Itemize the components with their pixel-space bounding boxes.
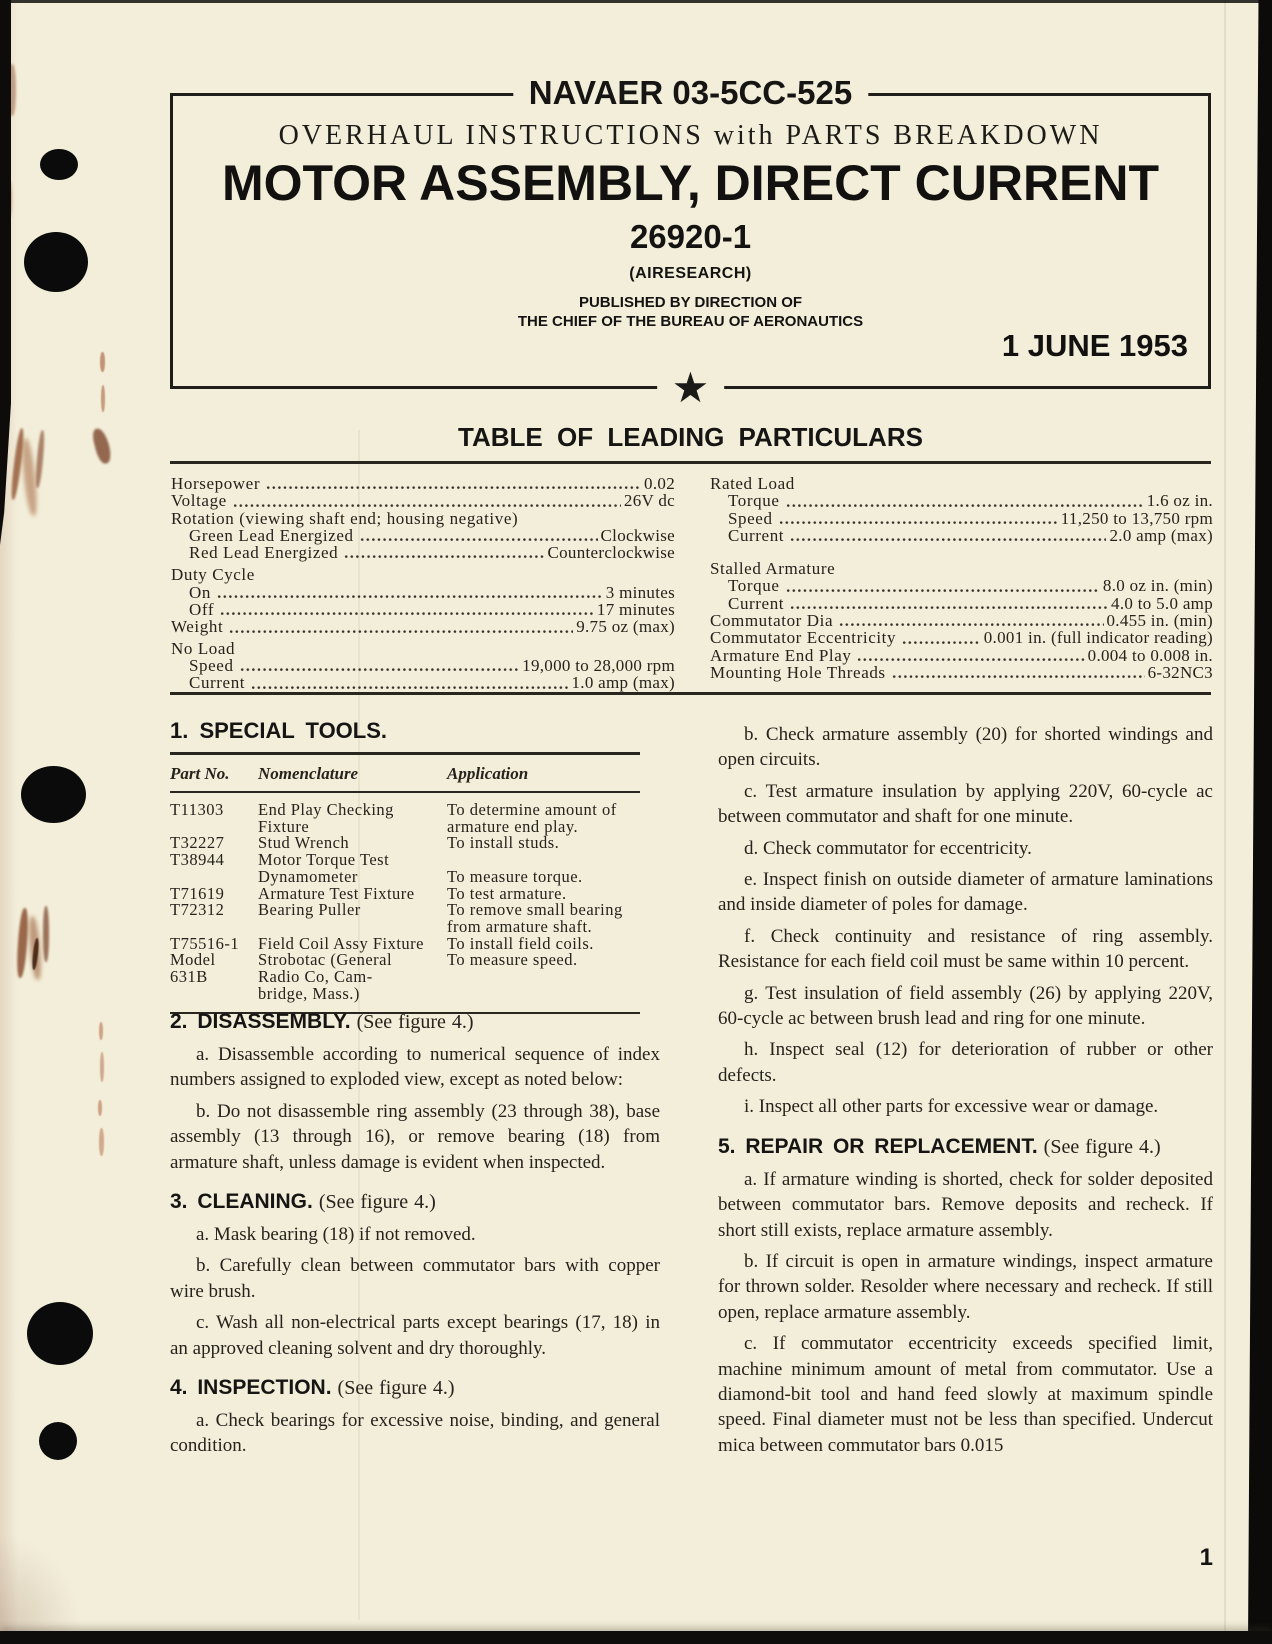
rust-stain	[99, 1128, 104, 1156]
dotted-leader	[344, 554, 544, 559]
particulars-value: 0.001 in. (full indicator reading)	[983, 628, 1213, 648]
dotted-leader	[220, 611, 594, 616]
particulars-label: On	[189, 582, 211, 602]
dotted-leader	[233, 503, 621, 508]
particulars-value: 26V dc	[623, 491, 675, 511]
particulars-label: Red Lead Energized	[189, 543, 339, 563]
body-paragraph: a. Mask bearing (18) if not removed.	[196, 1224, 476, 1246]
tools-cell-nomenclature: End Play Checking	[258, 800, 394, 819]
particulars-right-column	[710, 475, 1213, 681]
particulars-title: TABLE OF LEADING PARTICULARS	[458, 422, 923, 452]
dotted-leader	[790, 537, 1106, 542]
section-see-note: (See figure 4.)	[331, 1377, 455, 1400]
particulars-group-label	[171, 640, 675, 657]
body-paragraph: c. If commutator eccentricity exceeds specified limit, machine minimum amount of metal from commutator. Use a diamond-bit tool and hand feed slowly at maximum spindle speed. Final diameter must not be less than specified. Undercut mica between commutator bars 0.015	[718, 1333, 1213, 1456]
particulars-group-label	[171, 566, 675, 583]
tools-cell-application	[447, 986, 640, 1003]
particulars-value: Counterclockwise	[547, 543, 675, 563]
particulars-value: 17 minutes	[596, 600, 675, 620]
tools-cell-part-no: T71619	[170, 883, 225, 903]
particulars-label: Green Lead Energized	[189, 525, 354, 545]
table-header-row	[170, 755, 640, 791]
particulars-label: Commutator Dia	[710, 611, 834, 631]
particulars-value: 9.75 oz (max)	[576, 617, 675, 637]
particulars-left-column	[171, 475, 675, 692]
body-paragraph: c. Test armature insulation by applying 220V, 60-cycle ac between commutator and shaft for one minute.	[718, 780, 1213, 828]
particulars-value: 0.004 to 0.008 in.	[1087, 645, 1213, 665]
published-line: PUBLISHED BY DIRECTION OF	[578, 294, 803, 311]
rust-stain	[100, 1052, 104, 1082]
tools-cell-application: To measure speed.	[447, 950, 578, 970]
star-icon: ★	[657, 368, 725, 410]
particulars-row	[710, 629, 1213, 646]
particulars-row	[710, 577, 1213, 594]
table-body	[170, 793, 640, 1012]
table-row	[170, 969, 640, 986]
title-box	[170, 74, 1211, 412]
particulars-label: Stalled Armature	[710, 559, 836, 579]
particulars-label: Torque	[728, 491, 780, 511]
particulars-row	[171, 674, 675, 691]
particulars-label: Current	[189, 673, 246, 693]
body-paragraph: c. Wash all non-electrical parts except bearings (17, 18) in an approved cleaning solvent and dry thoroughly.	[170, 1312, 660, 1359]
particulars-row	[171, 492, 675, 509]
dotted-leader	[779, 520, 1058, 525]
particulars-value: 0.02	[644, 474, 675, 493]
particulars-label: Torque	[728, 576, 780, 596]
tools-cell-nomenclature: Field Coil Assy Fixture	[258, 933, 424, 953]
rust-stain	[99, 1022, 103, 1040]
particulars-row	[710, 664, 1213, 681]
tools-cell-nomenclature: Radio Co, Cam-	[258, 967, 373, 987]
published-line: THE CHIEF OF THE BUREAU OF AERONAUTICS	[517, 313, 864, 330]
page-number: 1	[1199, 1544, 1213, 1571]
particulars-label: Speed	[189, 655, 234, 675]
particulars-label: Armature End Play	[710, 645, 852, 665]
tools-cell-application: To remove small bearing	[447, 900, 623, 920]
particulars-value: 4.0 to 5.0 amp	[1111, 593, 1213, 613]
body-paragraph: h. Inspect seal (12) for deterioration of rubber or other defects.	[718, 1039, 1213, 1086]
corner-shadow	[0, 1536, 80, 1631]
particulars-label: No Load	[171, 638, 236, 658]
body-paragraph: a. Disassemble according to numerical sequence of index numbers assigned to exploded view, except as noted below:	[170, 1044, 660, 1091]
dotted-leader	[790, 605, 1108, 610]
section-heading	[170, 1376, 660, 1400]
particulars-label: Weight	[171, 617, 224, 637]
punch-hole-dot	[40, 149, 78, 180]
particulars-value: 19,000 to 28,000 rpm	[522, 655, 675, 675]
body-paragraph: f. Check continuity and resistance of ring assembly. Resistance for each field coil must be same within 10 percent.	[718, 925, 1213, 973]
section-see-note: (See figure 4.)	[312, 1191, 436, 1214]
particulars-value: Clockwise	[600, 525, 675, 545]
particulars-row	[710, 492, 1213, 509]
body-paragraph: a. Check bearings for excessive noise, binding, and general condition.	[170, 1410, 660, 1457]
section-see-note: (See figure 4.)	[1037, 1135, 1161, 1158]
particulars-group-label	[710, 475, 1213, 492]
tools-cell-nomenclature: Stud Wrench	[258, 833, 350, 853]
particulars-row	[710, 647, 1213, 664]
particulars-row	[171, 527, 675, 544]
tools-cell-nomenclature: Armature Test Fixture	[258, 883, 415, 903]
particulars-row	[171, 475, 675, 492]
tools-cell-part-no: T72312	[170, 900, 225, 920]
punch-hole-dot	[27, 1302, 93, 1365]
body-paragraph: b. Carefully clean between commutator bars with copper wire brush.	[170, 1255, 660, 1302]
tools-cell-part-no: 631B	[170, 967, 208, 987]
tools-cell-application: To measure torque.	[447, 866, 583, 886]
column-header-nomenclature: Nomenclature	[258, 764, 359, 783]
document-number: NAVAER 03-5CC-525	[513, 74, 868, 112]
dotted-leader	[251, 685, 568, 690]
particulars-group-label	[710, 560, 1213, 577]
tools-cell-nomenclature: Strobotac (General	[258, 950, 393, 970]
tools-cell-application: To test armature.	[447, 883, 567, 903]
particulars-label: Commutator Eccentricity	[710, 628, 897, 648]
particulars-label: Duty Cycle	[171, 565, 255, 585]
dotted-leader	[902, 640, 981, 645]
dotted-leader	[857, 657, 1084, 662]
body-paragraph: i. Inspect all other parts for excessive wear or damage.	[744, 1096, 1159, 1118]
particulars-value: 1.6 oz in.	[1146, 491, 1213, 511]
dotted-leader	[360, 537, 598, 542]
tools-cell-nomenclature: Dynamometer	[258, 866, 358, 886]
table-row	[170, 952, 640, 969]
punch-hole-dot	[39, 1422, 77, 1460]
particulars-row	[710, 612, 1213, 629]
scan-edge	[1242, 0, 1272, 1644]
table-row	[170, 983, 640, 1003]
tools-cell-nomenclature: Motor Torque Test	[258, 850, 390, 870]
particulars-value: 2.0 amp (max)	[1109, 525, 1213, 545]
section-heading	[170, 1010, 660, 1034]
particulars-value: 6-32NC3	[1147, 662, 1213, 682]
section-heading-special-tools: 1. SPECIAL TOOLS.	[170, 718, 388, 743]
particulars-row	[171, 544, 675, 561]
particulars-row	[171, 601, 675, 618]
particulars-label: Current	[728, 525, 785, 545]
section-heading-text: 5. REPAIR OR REPLACEMENT.	[718, 1134, 1038, 1158]
tools-cell-application: from armature shaft.	[447, 916, 593, 936]
horizontal-rule	[170, 461, 1211, 464]
manufacturer: (AIRESEARCH)	[629, 265, 752, 282]
rust-stain	[91, 427, 113, 465]
issue-date: 1 JUNE 1953	[1001, 328, 1188, 363]
particulars-row	[171, 584, 675, 601]
body-paragraph: a. If armature winding is shorted, check for solder deposited between commutator bars. Remove deposits and recheck. If short still exists, replace armature assembly.	[718, 1168, 1213, 1241]
dotted-leader	[266, 485, 641, 490]
tools-cell-part-no: T38944	[170, 850, 225, 870]
section-heading	[170, 1190, 660, 1214]
tools-cell-part-no	[170, 986, 258, 1003]
particulars-row	[710, 527, 1213, 544]
rust-stain	[34, 430, 45, 488]
tools-cell-part-no: T11303	[170, 800, 224, 819]
dotted-leader	[229, 629, 573, 634]
rust-stain	[100, 352, 105, 372]
right-text-column	[718, 716, 1213, 1458]
particulars-value: 11,250 to 13,750 rpm	[1060, 508, 1213, 528]
tools-cell-part-no: T32227	[170, 833, 225, 853]
body-paragraph: g. Test insulation of field assembly (26) by applying 220V, 60-cycle ac between brush lead and ring for one minute.	[718, 982, 1213, 1030]
section-heading	[718, 1135, 1213, 1159]
tools-cell-nomenclature: Fixture	[258, 816, 310, 836]
table-row	[170, 816, 640, 836]
part-number: 26920-1	[629, 218, 752, 255]
body-paragraph: b. Check armature assembly (20) for shorted windings and open circuits.	[718, 724, 1213, 771]
table-row	[170, 866, 640, 886]
particulars-row	[171, 657, 675, 674]
particulars-value: 8.0 oz in. (min)	[1102, 576, 1213, 596]
particulars-label: Mounting Hole Threads	[710, 662, 886, 682]
tools-cell-application: armature end play.	[447, 816, 579, 836]
left-text-column	[170, 1010, 660, 1459]
body-paragraph: d. Check commutator for eccentricity.	[744, 837, 1032, 859]
document-subtitle: OVERHAUL INSTRUCTIONS with PARTS BREAKDOWN	[278, 120, 1103, 151]
particulars-label: Current	[728, 593, 785, 613]
special-tools-table	[170, 752, 640, 1014]
dotted-leader	[240, 667, 520, 672]
scan-edge	[0, 0, 1272, 3]
tools-cell-part-no	[170, 869, 258, 886]
tools-cell-application	[447, 969, 640, 986]
table-row	[170, 835, 640, 852]
scan-edge	[0, 1631, 1272, 1644]
punch-hole-dot	[21, 766, 86, 823]
rust-stain	[98, 1100, 102, 1116]
dotted-leader	[786, 503, 1144, 508]
dotted-leader	[786, 588, 1100, 593]
tools-cell-part-no: Model	[170, 950, 216, 970]
rust-stain	[101, 385, 105, 412]
particulars-row	[710, 595, 1213, 612]
horizontal-rule	[170, 692, 1211, 695]
particulars-label: Horsepower	[171, 474, 261, 493]
particulars-group-label	[171, 510, 675, 527]
particulars-label: Voltage	[171, 491, 227, 511]
tools-cell-application: To install field coils.	[447, 933, 594, 953]
particulars-row	[710, 510, 1213, 527]
tools-cell-nomenclature: bridge, Mass.)	[258, 983, 360, 1003]
dotted-leader	[217, 594, 603, 599]
section-see-note: (See figure 4.)	[350, 1011, 474, 1033]
particulars-label: Off	[189, 600, 215, 620]
rust-stain	[43, 906, 49, 962]
column-header-application: Application	[447, 764, 529, 783]
document-title: MOTOR ASSEMBLY, DIRECT CURRENT	[221, 155, 1160, 211]
published-by	[173, 293, 1208, 331]
punch-hole-dot	[24, 232, 88, 292]
paper-crease	[1224, 0, 1226, 1644]
particulars-value: 3 minutes	[605, 582, 675, 602]
column-header-part-no: Part No.	[170, 764, 230, 783]
particulars-value: 0.455 in. (min)	[1106, 611, 1213, 631]
dotted-leader	[892, 674, 1145, 679]
particulars-value: 1.0 amp (max)	[571, 673, 675, 693]
particulars-label: Rated Load	[710, 474, 795, 493]
dotted-leader	[839, 622, 1103, 627]
tools-cell-application: To determine amount of	[447, 800, 617, 819]
body-paragraph: e. Inspect finish on outside diameter of armature laminations and inside diameter of poles for damage.	[718, 869, 1213, 916]
tools-cell-part-no: T75516-1	[170, 933, 240, 953]
particulars-label: Rotation (viewing shaft end; housing negative)	[171, 508, 519, 528]
body-paragraph: b. If circuit is open in armature windings, inspect armature for thrown solder. Resolder where necessary and recheck. If still open, replace armature assembly.	[718, 1250, 1213, 1323]
section-heading-text: 4. INSPECTION.	[170, 1376, 332, 1400]
tools-cell-application: To install studs.	[447, 833, 560, 853]
body-paragraph: b. Do not disassemble ring assembly (23 through 38), base assembly (13 through 16), or remove bearing (18) from armature shaft, unless damage is evident when inspected.	[170, 1100, 660, 1173]
particulars-row	[171, 618, 675, 635]
particulars-label: Speed	[728, 508, 773, 528]
tools-cell-nomenclature: Bearing Puller	[258, 900, 361, 920]
section-heading-text: 2. DISASSEMBLY.	[170, 1010, 351, 1033]
section-heading-text: 3. CLEANING.	[170, 1190, 313, 1214]
